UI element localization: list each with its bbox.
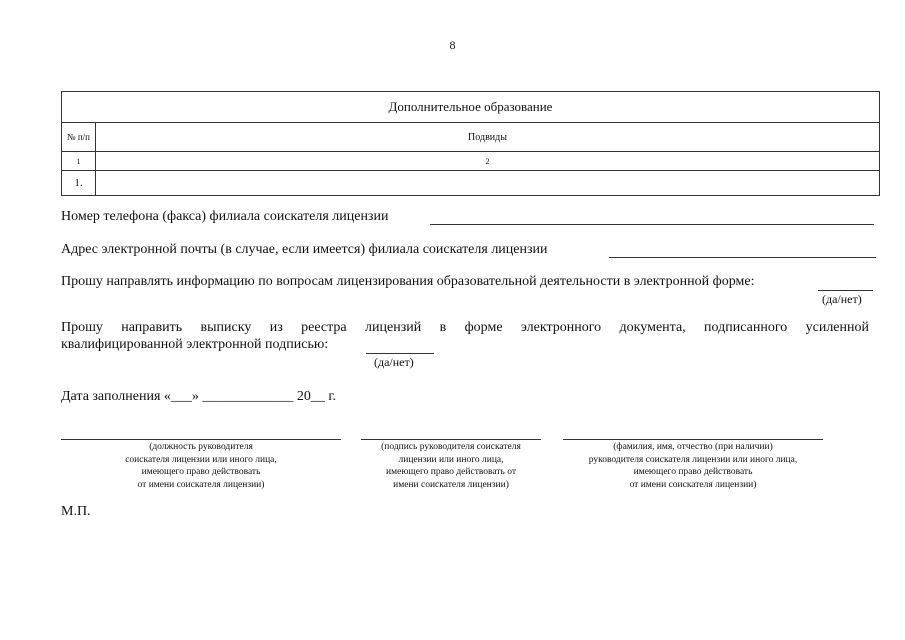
full-name-caption: (фамилия, имя, отчество (при наличии) руководителя соискателя лицензии или иного лица, имеющего право действовать от имени соискателя лицензии) <box>588 442 798 490</box>
full-name-line[interactable] <box>563 439 823 440</box>
info-request-field-line[interactable] <box>818 290 873 291</box>
position-caption: (должность руководителя соискателя лицензии или иного лица, имеющего право действовать от имени соискателя лицензии) <box>125 442 277 490</box>
phone-field-line[interactable] <box>430 224 874 225</box>
col-number-1: 1 <box>62 152 96 171</box>
position-line[interactable] <box>61 439 341 440</box>
signature-caption: (подпись руководителя соискателя лицензии или иного лица, имеющего право действовать от имени соискателя лицензии) <box>381 442 521 490</box>
date-label[interactable]: Дата заполнения «___» _____________ 20__ г. <box>61 389 337 404</box>
signature-line[interactable] <box>361 439 541 440</box>
col-header-number: № п/п <box>62 123 96 152</box>
row-subtype-cell[interactable] <box>96 171 880 196</box>
row-number: 1. <box>62 171 96 196</box>
info-request-label: Прошу направлять информацию по вопросам лицензирования образовательной деятельности в электронной форме: <box>61 274 755 289</box>
stamp-label: М.П. <box>61 504 91 519</box>
extract-request-field-line[interactable] <box>366 353 434 354</box>
page-number: 8 <box>449 38 456 52</box>
additional-education-table <box>61 91 880 196</box>
extract-request-line1: Прошу направить выписку из реестра лицензий в форме электронного документа, подписанного усиленной <box>61 320 869 335</box>
table-title: Дополнительное образование <box>62 92 880 123</box>
info-request-hint: (да/нет) <box>822 292 862 306</box>
extract-request-line2: квалифицированной электронной подписью: <box>61 337 329 352</box>
col-number-2: 2 <box>96 152 880 171</box>
phone-label: Номер телефона (факса) филиала соискателя лицензии <box>61 209 389 224</box>
email-label: Адрес электронной почты (в случае, если имеется) филиала соискателя лицензии <box>61 242 548 257</box>
extract-request-hint: (да/нет) <box>374 355 414 369</box>
col-header-subtypes: Подвиды <box>96 123 880 152</box>
email-field-line[interactable] <box>609 257 876 258</box>
